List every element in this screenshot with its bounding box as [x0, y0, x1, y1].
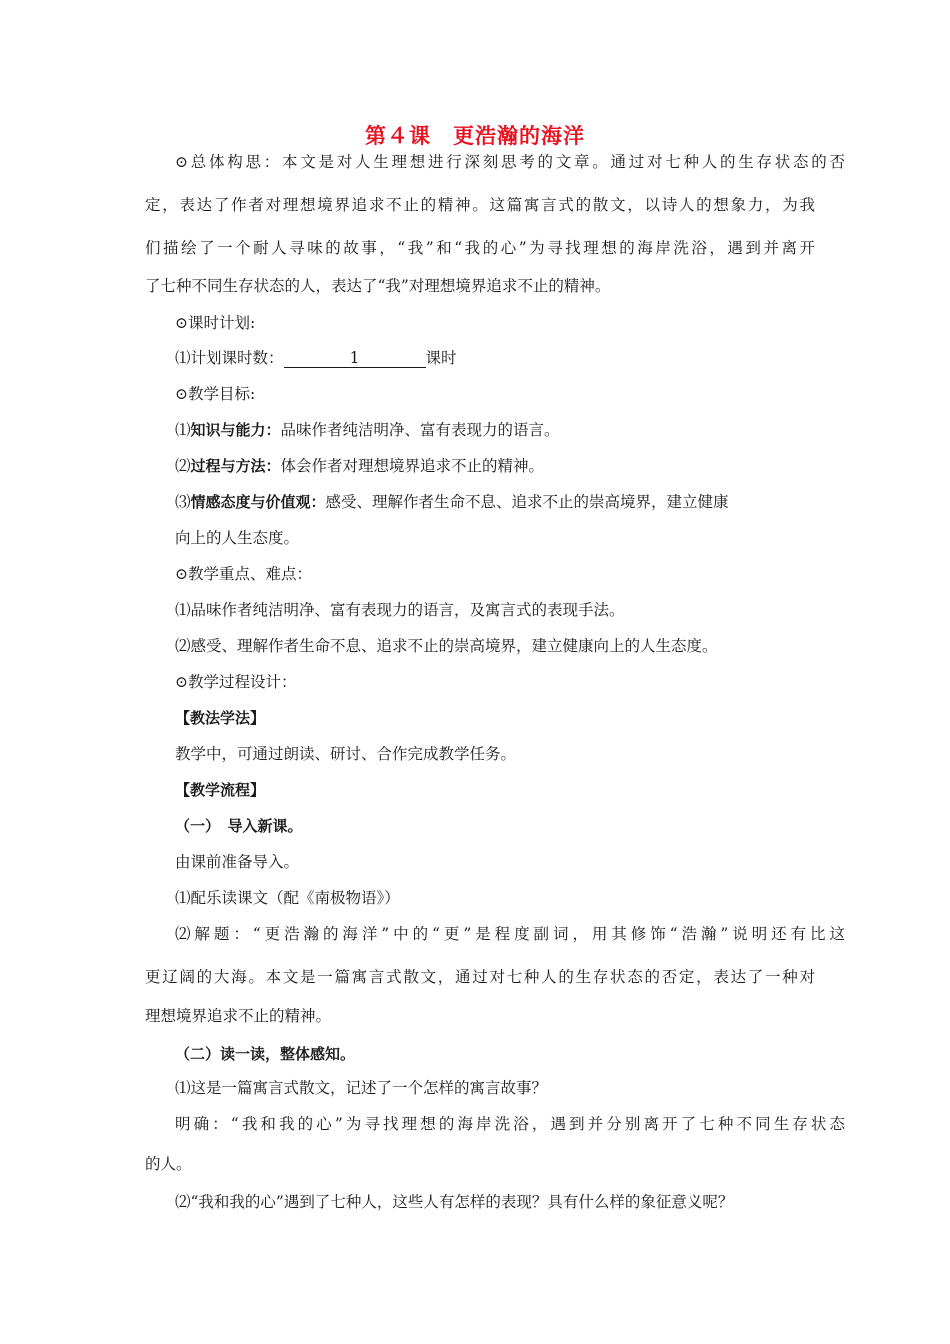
overview-line: ⊙总体构思：本文是对人生理想进行深刻思考的文章。通过对七种人的生存状态的否	[175, 153, 845, 171]
step1-item-continued: 更辽阔的大海。本文是一篇寓言式散文，通过对七种人的生存状态的否定，表达了一种对	[145, 968, 815, 986]
overview-line: 了七种不同生存状态的人，表达了“我”对理想境界追求不止的精神。	[145, 277, 611, 295]
goals-heading: ⊙教学目标:	[175, 385, 256, 403]
goal-text-continued: 向上的人生态度。	[175, 529, 300, 547]
plan-hours	[175, 348, 845, 368]
key-points-heading: ⊙教学重点、难点：	[175, 565, 312, 583]
page-title: 第４课 更浩瀚的海洋	[365, 124, 585, 148]
step2-question: ⑴这是一篇寓言式散文，记述了一个怎样的寓言故事？	[175, 1079, 548, 1097]
flow-heading: 【教学流程】	[175, 781, 266, 799]
step2-question: ⑵“我和我的心”遇到了七种人，这些人有怎样的表现？具有什么样的象征意义呢？	[175, 1193, 734, 1211]
step1-heading: （一） 导入新课。	[175, 817, 303, 835]
key-point: ⑵感受、理解作者生命不息、追求不止的崇高境界，建立健康向上的人生态度。	[175, 637, 718, 655]
goal-number: ⑶	[175, 493, 191, 511]
overview-line: 定，表达了作者对理想境界追求不止的精神。这篇寓言式的散文，以诗人的想象力，为我	[145, 196, 815, 214]
goal-text: 感受、理解作者生命不息、追求不止的崇高境界，建立健康	[325, 493, 729, 511]
step1-item-continued: 理想境界追求不止的精神。	[145, 1007, 332, 1025]
goal-label: 知识与能力：	[190, 421, 281, 439]
goal-text: 品味作者纯洁明净、富有表现力的语言。	[280, 421, 560, 439]
goal-number: ⑵	[175, 457, 191, 475]
goal-item	[175, 420, 845, 440]
goal-text: 体会作者对理想境界追求不止的精神。	[280, 457, 545, 475]
method-text: 教学中，可通过朗读、研讨、合作完成教学任务。	[175, 745, 517, 763]
plan-heading: ⊙课时计划:	[175, 314, 256, 332]
step2-answer-continued: 的人。	[145, 1155, 192, 1173]
method-heading: 【教法学法】	[175, 709, 266, 727]
key-point: ⑴品味作者纯洁明净、富有表现力的语言，及寓言式的表现手法。	[175, 601, 625, 619]
goal-item	[175, 492, 845, 512]
goal-number: ⑴	[175, 421, 191, 439]
process-heading: ⊙教学过程设计：	[175, 673, 297, 691]
plan-hours-value: 1	[284, 350, 426, 368]
step2-heading: （二）读一读，整体感知。	[175, 1045, 356, 1063]
step2-answer: 明确：“我和我的心”为寻找理想的海岸洗浴，遇到并分别离开了七种不同生存状态	[175, 1115, 845, 1133]
step1-item: ⑴配乐读课文（配《南极物语》）	[175, 889, 400, 907]
plan-prefix: ⑴计划课时数：	[175, 349, 284, 367]
goal-label: 过程与方法：	[190, 457, 281, 475]
plan-suffix: 课时	[425, 349, 457, 367]
step1-intro: 由课前准备导入。	[175, 853, 300, 871]
goal-item	[175, 456, 845, 476]
overview-line: 们描绘了一个耐人寻味的故事，“我”和“我的心”为寻找理想的海岸洗浴，遇到并离开	[145, 239, 815, 257]
goal-label: 情感态度与价值观：	[190, 493, 326, 511]
step1-item: ⑵解题：“更浩瀚的海洋”中的“更”是程度副词，用其修饰“浩瀚”说明还有比这	[175, 925, 845, 943]
